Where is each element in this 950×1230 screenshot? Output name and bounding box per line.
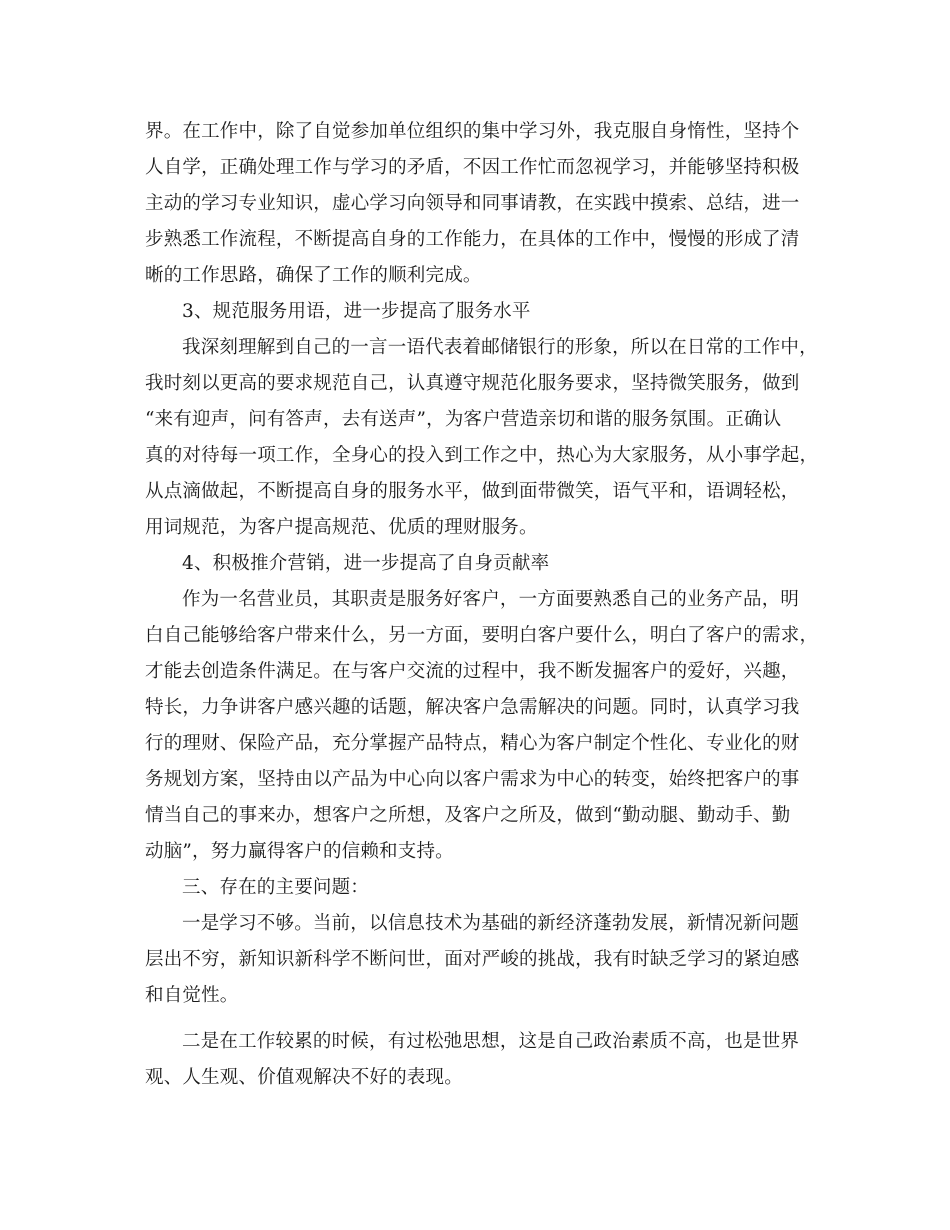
text-line: 白自己能够给客户带来什么，另一方面，要明白客户要什么，明白了客户的需求， [145, 625, 819, 646]
paragraph-spacer [145, 1014, 810, 1024]
text-line: 一是学习不够。当前，以信息技术为基础的新经济蓬勃发展，新情况新问题 [182, 913, 800, 934]
text-line: 才能去创造条件满足。在与客户交流的过程中，我不断发掘客户的爱好，兴趣， [145, 661, 800, 682]
text-line: 3、规范服务用语，进一步提高了服务水平 [182, 301, 531, 322]
text-line: 作为一名营业员，其职责是服务好客户，一方面要熟悉自己的业务产品，明 [182, 589, 800, 610]
text-line: 用词规范，为客户提高规范、优质的理财服务。 [145, 517, 538, 538]
text-line: 特长，力争讲客户感兴趣的话题，解决客户急需解决的问题。同时，认真学习我 [145, 697, 800, 718]
text-line: 界。在工作中，除了自觉参加单位组织的集中学习外，我克服自身惰性，坚持个 [145, 121, 800, 142]
text-line: 从点滴做起，不断提高自身的服务水平，做到面带微笑，语气平和，语调轻松， [145, 481, 800, 502]
text-line: 行的理财、保险产品，充分掌握产品特点，精心为客户制定个性化、专业化的财 [145, 733, 800, 754]
text-line: 晰的工作思路，确保了工作的顺利完成。 [145, 265, 482, 286]
text-line: 观、人生观、价值观解决不好的表现。 [145, 1067, 463, 1088]
text-line: 情当自己的事来办，想客户之所想，及客户之所及，做到“勤动腿、勤动手、勤 [145, 805, 791, 826]
text-line: 人自学，正确处理工作与学习的矛盾，不因工作忙而忽视学习，并能够坚持积极 [145, 157, 800, 178]
text-line: 动脑”，努力赢得客户的信赖和支持。 [145, 841, 454, 862]
text-line: 真的对待每一项工作，全身心的投入到工作之中，热心为大家服务，从小事学起， [145, 445, 819, 466]
text-line: “来有迎声，问有答声，去有送声”，为客户营造亲切和谐的服务氛围。正确认 [145, 409, 782, 430]
document-body [145, 114, 819, 1096]
text-line: 步熟悉工作流程，不断提高自身的工作能力，在具体的工作中，慢慢的形成了清 [145, 229, 800, 250]
text-line: 层出不穷，新知识新科学不断问世，面对严峻的挑战，我有时缺乏学习的紧迫感 [145, 949, 800, 970]
text-line: 4、积极推介营销，进一步提高了自身贡献率 [182, 553, 550, 574]
text-line: 主动的学习专业知识，虚心学习向领导和同事请教，在实践中摸索、总结，进一 [145, 193, 800, 214]
text-line: 务规划方案，坚持由以产品为中心向以客户需求为中心的转变，始终把客户的事 [145, 769, 800, 790]
text-line: 三、存在的主要问题： [182, 877, 370, 898]
text-line: 二是在工作较累的时候，有过松弛思想，这是自己政治素质不高，也是世界 [182, 1031, 800, 1052]
text-line: 和自觉性。 [145, 985, 239, 1006]
text-line: 我时刻以更高的要求规范自己，认真遵守规范化服务要求，坚持微笑服务，做到 [145, 373, 800, 394]
text-line: 我深刻理解到自己的一言一语代表着邮储银行的形象，所以在日常的工作中， [182, 337, 818, 358]
